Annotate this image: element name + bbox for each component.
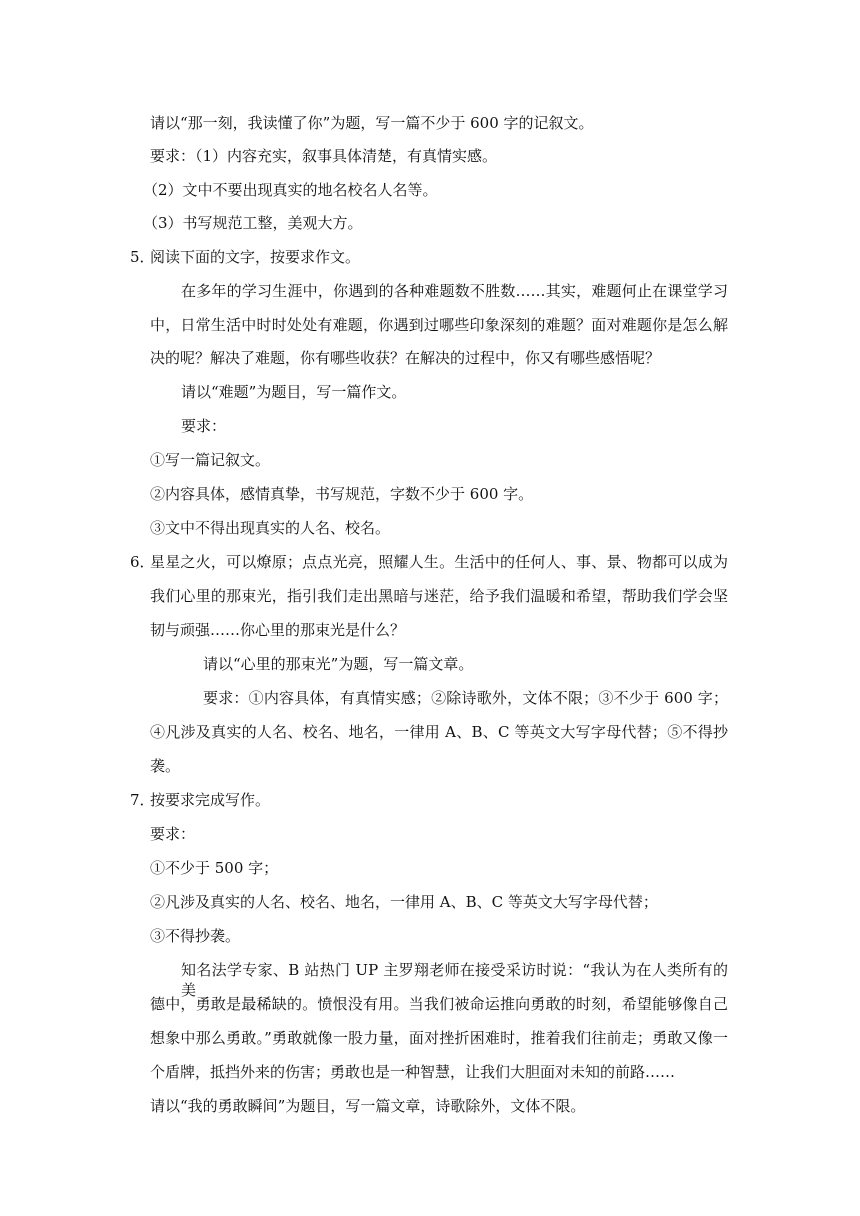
question-number-7: 7． [130,791,155,809]
q7-paragraph-line-3: 想象中那么勇敢。”勇敢就像一股力量，面对挫折困难时，推着我们往前走；勇敢又像一 [150,1029,728,1047]
q5-requirement-1: ①写一篇记叙文。 [150,451,271,469]
q6-requirement-line-1: 要求：①内容具体，有真情实感；②除诗歌外，文体不限；③不少于 600 字； [203,689,728,707]
q7-requirement-2: ②凡涉及真实的人名、校名、地名，一律用 A、B、C 等英文大写字母代替； [150,893,658,911]
q6-requirement-line-2: ④凡涉及真实的人名、校名、地名，一律用 A、B、C 等英文大写字母代替；⑤不得抄 [150,723,728,741]
q6-paragraph-line-3: 韧与顽强……你心里的那束光是什么？ [150,621,406,639]
q7-heading: 按要求完成写作。 [150,791,271,809]
q6-paragraph-line-2: 我们心里的那束光，指引我们走出黑暗与迷茫，给予我们温暖和希望，帮助我们学会坚 [150,587,728,605]
q6-requirement-line-3: 袭。 [150,757,181,775]
q7-paragraph-line-4: 个盾牌，抵挡外来的伤害；勇敢也是一种智慧，让我们大胆面对未知的前路…… [150,1063,676,1081]
q7-title-prompt: 请以“我的勇敢瞬间”为题目，写一篇文章，诗歌除外，文体不限。 [150,1097,586,1115]
q7-paragraph-line-1: 知名法学专家、B 站热门 UP 主罗翔老师在接受采访时说：“我认为在人类所有的美 [181,961,728,999]
q5-heading: 阅读下面的文字，按要求作文。 [150,248,361,266]
question-number-6: 6． [130,553,155,571]
q5-requirement-3: ③文中不得出现真实的人名、校名。 [150,519,391,537]
q5-title-prompt: 请以“难题”为题目，写一篇作文。 [181,383,407,401]
q7-requirement-1: ①不少于 500 字； [150,859,279,877]
intro-requirement-3: （3）书写规范工整，美观大方。 [143,214,363,232]
q5-paragraph-line-3: 决的呢？解决了难题，你有哪些收获？在解决的过程中，你又有哪些感悟呢？ [150,349,661,367]
intro-requirement-2: （2）文中不要出现真实的地名校名人名等。 [143,181,438,199]
q5-paragraph-line-1: 在多年的学习生涯中，你遇到的各种难题数不胜数……其实，难题何止在课堂学习 [181,282,728,300]
q7-requirement-label: 要求： [150,825,196,843]
q5-requirement-label: 要求： [181,417,227,435]
intro-requirement-1: 要求：（1）内容充实，叙事具体清楚，有真情实感。 [150,147,498,165]
q6-paragraph-line-1: 星星之火，可以燎原；点点光亮，照耀人生。生活中的任何人、事、景、物都可以成为 [150,553,728,571]
q7-requirement-3: ③不得抄袭。 [150,927,241,945]
q6-title-prompt: 请以“心里的那束光”为题，写一篇文章。 [203,655,474,673]
q7-paragraph-line-2: 德中，勇敢是最稀缺的。愤恨没有用。当我们被命运推向勇敢的时刻，希望能够像自己 [150,995,728,1013]
q5-paragraph-line-2: 中，日常生活中时时处处有难题，你遇到过哪些印象深刻的难题？面对难题你是怎么解 [150,316,728,334]
q5-requirement-2: ②内容具体，感情真挚，书写规范，字数不少于 600 字。 [150,485,534,503]
question-number-5: 5． [130,248,155,266]
intro-title-line: 请以“那一刻，我读懂了你”为题，写一篇不少于 600 字的记叙文。 [150,114,594,132]
